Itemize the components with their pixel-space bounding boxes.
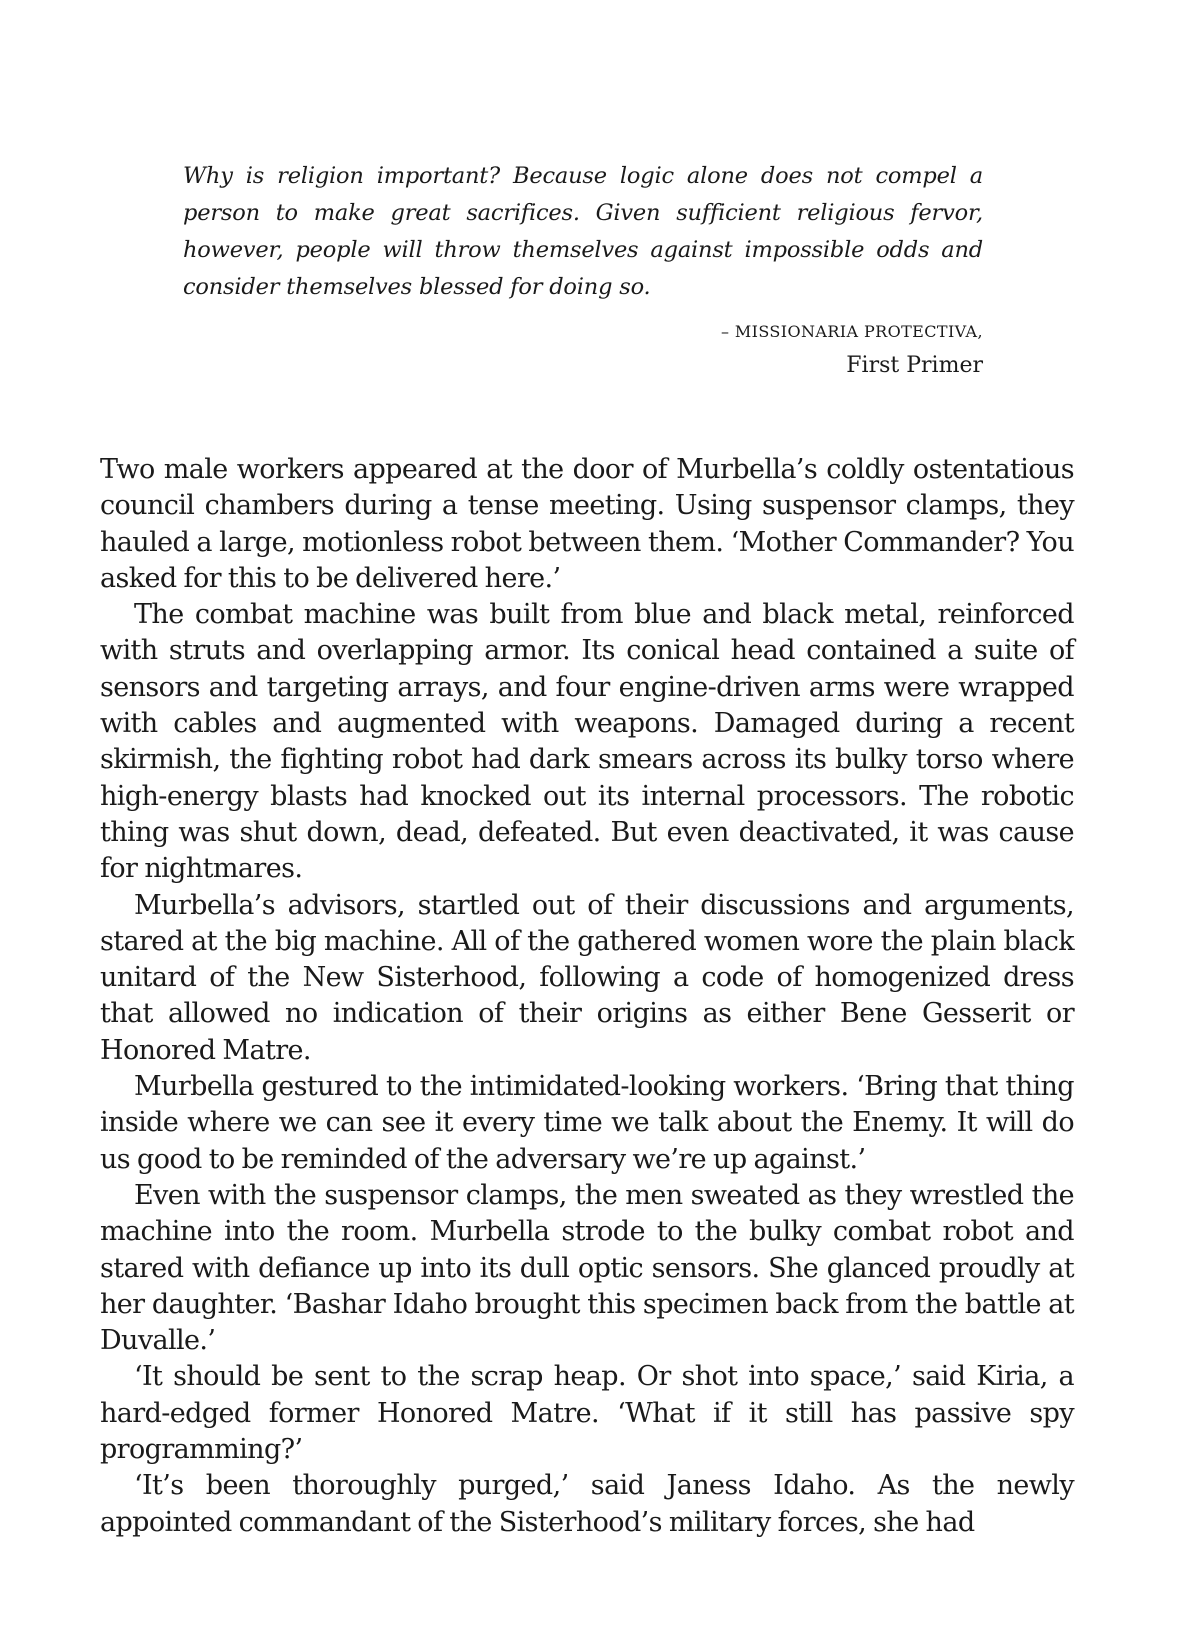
epigraph-source-title: First Primer — [846, 353, 983, 378]
paragraph: Murbella gestured to the intimidated-looking workers. ‘Bring that thing inside where we can see it every time we talk about the Enemy. It will do us good to be reminded of the adversary we’re up against.’ — [100, 1071, 1074, 1175]
paragraph: Even with the suspensor clamps, the men sweated as they wrestled the machine into the room. Murbella strode to the bulky combat robot and stared with defiance up into its dull optic sensors. She glanced proudly at her daughter. ‘Bashar Idaho brought this specimen back from the battle at Duvalle.’ — [100, 1179, 1074, 1357]
chapter-body — [100, 452, 1074, 1541]
paragraph: Two male workers appeared at the door of Murbella’s coldly ostentatious council chambers during a tense meeting. Using suspensor clamps, they hauled a large, motionless robot between them. ‘Mother Commander? You asked for this to be delivered here.’ — [100, 454, 1074, 594]
paragraph: Murbella’s advisors, startled out of their discussions and arguments, stared at the big machine. All of the gathered women wore the plain black unitard of the New Sisterhood, following a code of homogenized dress that allowed no indication of their origins as either Bene Gesserit or Honored Matre. — [100, 889, 1074, 1066]
paragraph: The combat machine was built from blue and black metal, reinforced with struts and overlapping armor. Its conical head contained a suite of sensors and targeting arrays, and four engine-driven arms were wrapped with cables and augmented with weapons. Damaged during a recent skirmish, the fighting robot had dark smears across its bulky torso where high-energy blasts had knocked out its internal processors. The robotic thing was shut down, dead, defeated. But even deactivated, it was cause for nightmares. — [100, 599, 1074, 885]
epigraph-quote: Why is religion important? Because logic alone does not compel a person to make great sacrifices. Given sufficient religious fervor, however, people will throw themselves against impossible odds and consider themselves blessed for doing so. — [183, 163, 983, 300]
epigraph-source: – MISSIONARIA PROTECTIVA, — [720, 322, 983, 341]
paragraph: ‘It should be sent to the scrap heap. Or shot into space,’ said Kiria, a hard-edged former Honored Matre. ‘What if it still has passive spy programming?’ — [100, 1361, 1074, 1466]
epigraph — [183, 158, 983, 384]
paragraph: ‘It’s been thoroughly purged,’ said Janess Idaho. As the newly appointed commandant of the Sisterhood’s military forces, she had — [100, 1470, 1074, 1538]
epigraph-attribution — [183, 318, 983, 384]
